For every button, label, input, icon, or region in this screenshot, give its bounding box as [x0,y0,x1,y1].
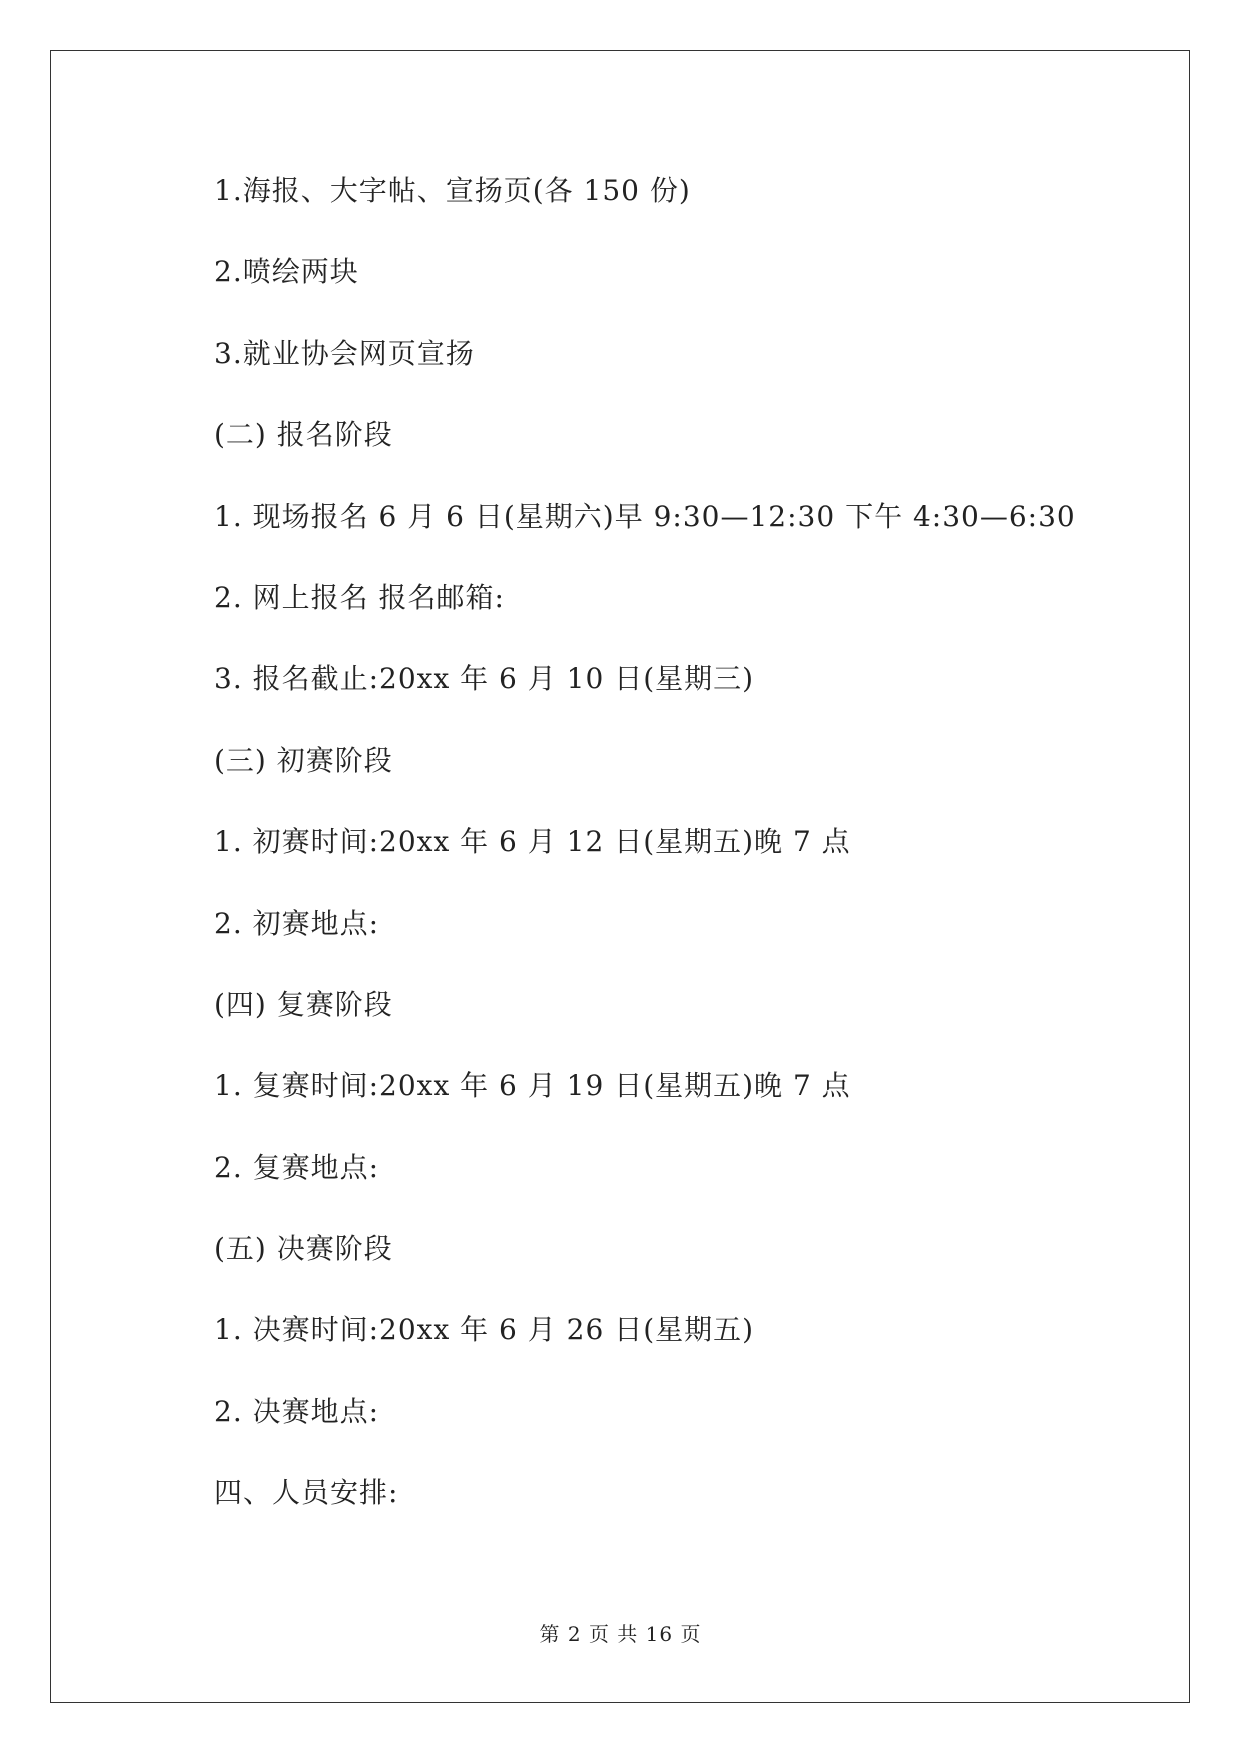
document-body [214,150,1134,1534]
item-semifinal-location: 2. 复赛地点: [214,1150,380,1184]
item-registration-deadline: 3. 报名截止:20xx 年 6 月 10 日(星期三) [214,662,755,696]
item-preliminary-location: 2. 初赛地点: [214,906,380,940]
item-semifinal-time: 1. 复赛时间:20xx 年 6 月 19 日(星期五)晚 7 点 [214,1069,851,1103]
section-heading-preliminary: (三) 初赛阶段 [214,743,393,777]
item-spray-painting: 2.喷绘两块 [214,255,359,289]
item-promo-materials: 1.海报、大字帖、宣扬页(各 150 份) [214,174,691,207]
item-final-time: 1. 决赛时间:20xx 年 6 月 26 日(星期五) [214,1313,755,1347]
item-onsite-registration: 1. 现场报名 6 月 6 日(星期六)早 9:30—12:30 下午 4:30—6:30 [214,499,1076,533]
section-heading-semifinal: (四) 复赛阶段 [214,987,393,1021]
item-website-promo: 3.就业协会网页宣扬 [214,336,475,370]
item-online-registration: 2. 网上报名 报名邮箱: [214,580,505,614]
section-heading-registration: (二) 报名阶段 [214,418,393,452]
page-number: 第 2 页 共 16 页 [539,1622,702,1646]
item-final-location: 2. 决赛地点: [214,1394,380,1428]
section-heading-staffing: 四、人员安排: [214,1476,399,1510]
section-heading-final: (五) 决赛阶段 [214,1232,393,1266]
item-preliminary-time: 1. 初赛时间:20xx 年 6 月 12 日(星期五)晚 7 点 [214,825,851,859]
